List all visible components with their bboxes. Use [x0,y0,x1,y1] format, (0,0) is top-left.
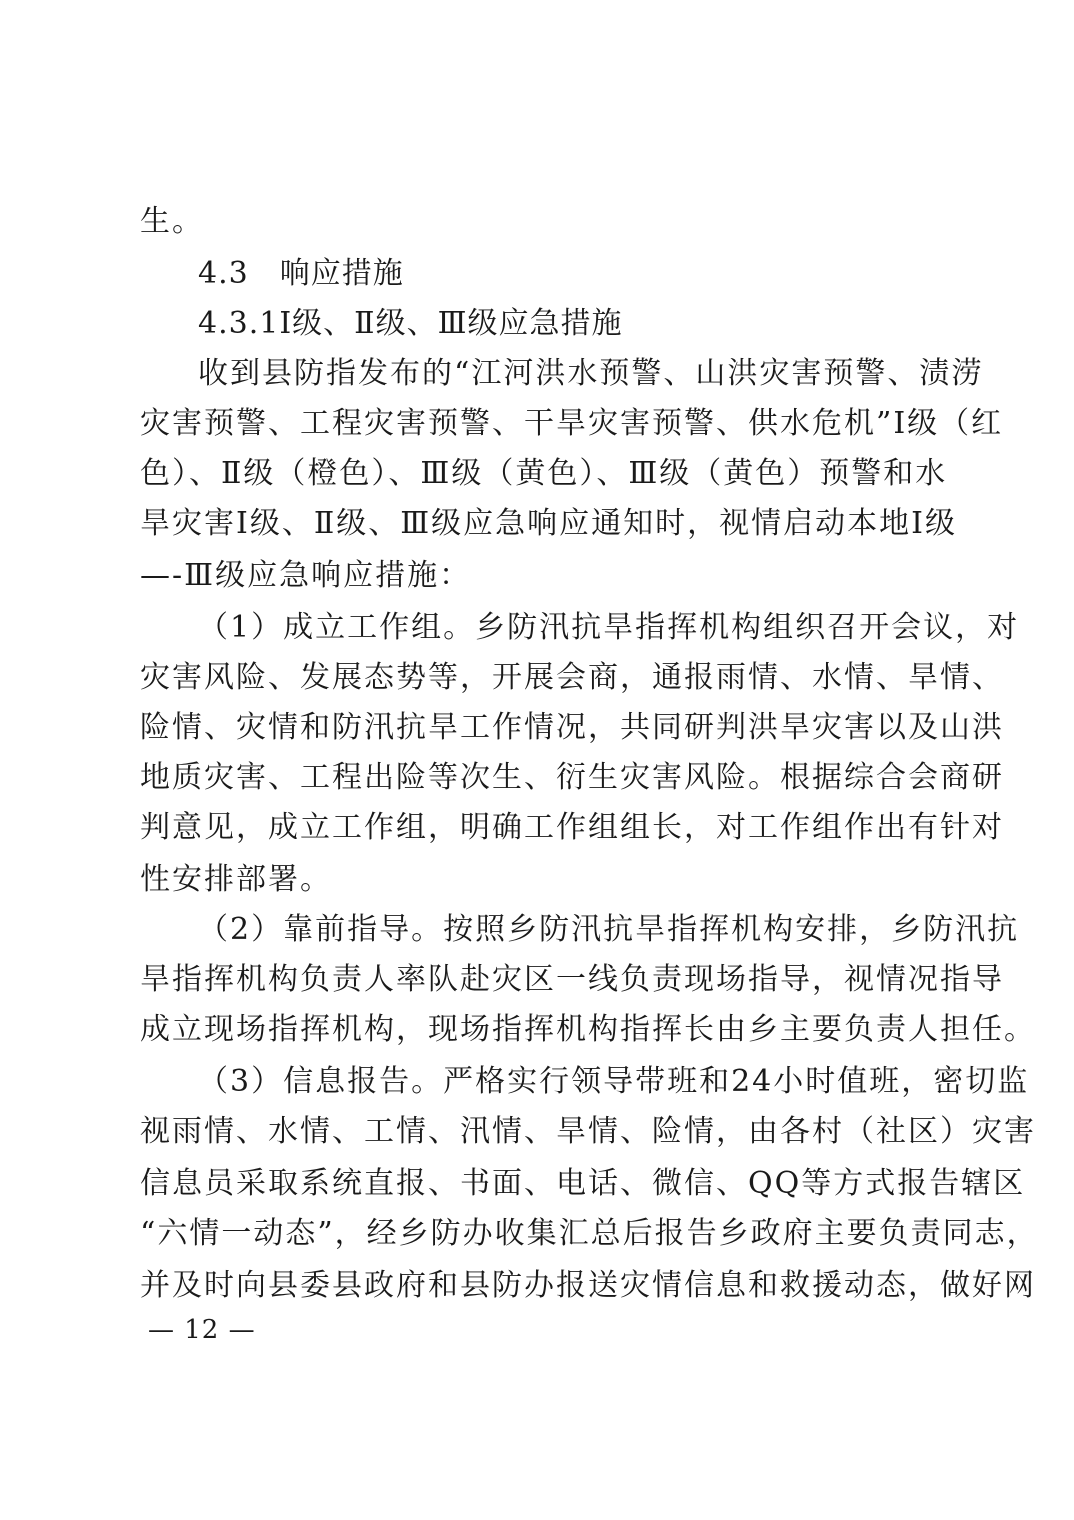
text-line: 收到县防指发布的“江河洪水预警、山洪灾害预警、渍涝 [198,356,984,391]
text-line: （1）成立工作组。乡防汛抗旱指挥机构组织召开会议，对 [198,610,1020,645]
page-number: — 12 — [148,1315,256,1345]
text-line: 视雨情、水情、工情、汛情、旱情、险情，由各村（社区）灾害 [140,1114,1036,1149]
text-line: 信息员采取系统直报、书面、电话、微信、QQ等方式报告辖区 [140,1166,1026,1201]
text-line: 判意见，成立工作组，明确工作组组长，对工作组作出有针对 [140,810,1004,845]
text-line: “六情一动态”，经乡防办收集汇总后报告乡政府主要负责同志， [140,1216,1039,1251]
text-line: （3）信息报告。严格实行领导带班和24小时值班，密切监 [198,1064,1030,1099]
text-line: 灾害预警、工程灾害预警、干旱灾害预警、供水危机”Ⅰ级（红 [140,406,1004,441]
text-line: 险情、灾情和防汛抗旱工作情况，共同研判洪旱灾害以及山洪 [140,710,1004,745]
subsection-heading: 4.3.1Ⅰ级、Ⅱ级、Ⅲ级应急措施 [198,306,623,341]
text-line: 旱灾害Ⅰ级、Ⅱ级、Ⅲ级应急响应通知时，视情启动本地Ⅰ级 [140,506,958,541]
text-line: 成立现场指挥机构，现场指挥机构指挥长由乡主要负责人担任。 [140,1012,1036,1047]
text-line: 性安排部署。 [140,862,332,897]
text-line: 旱指挥机构负责人率队赴灾区一线负责现场指导，视情况指导 [140,962,1004,997]
text-line: （2）靠前指导。按照乡防汛抗旱指挥机构安排，乡防汛抗 [198,912,1020,947]
text-line: 色）、Ⅱ级（橙色）、Ⅲ级（黄色）、Ⅲ级（黄色）预警和水 [140,456,948,491]
text-line: 灾害风险、发展态势等，开展会商，通报雨情、水情、旱情、 [140,660,1004,695]
text-line: —-Ⅲ级应急响应措施： [140,558,472,593]
text-line: 地质灾害、工程出险等次生、衍生灾害风险。根据综合会商研 [140,760,1004,795]
text-line: 并及时向县委县政府和县防办报送灾情信息和救援动态，做好网 [140,1268,1036,1303]
section-heading: 4.3 响应措施 [198,256,404,291]
text-line: 生。 [140,204,204,239]
